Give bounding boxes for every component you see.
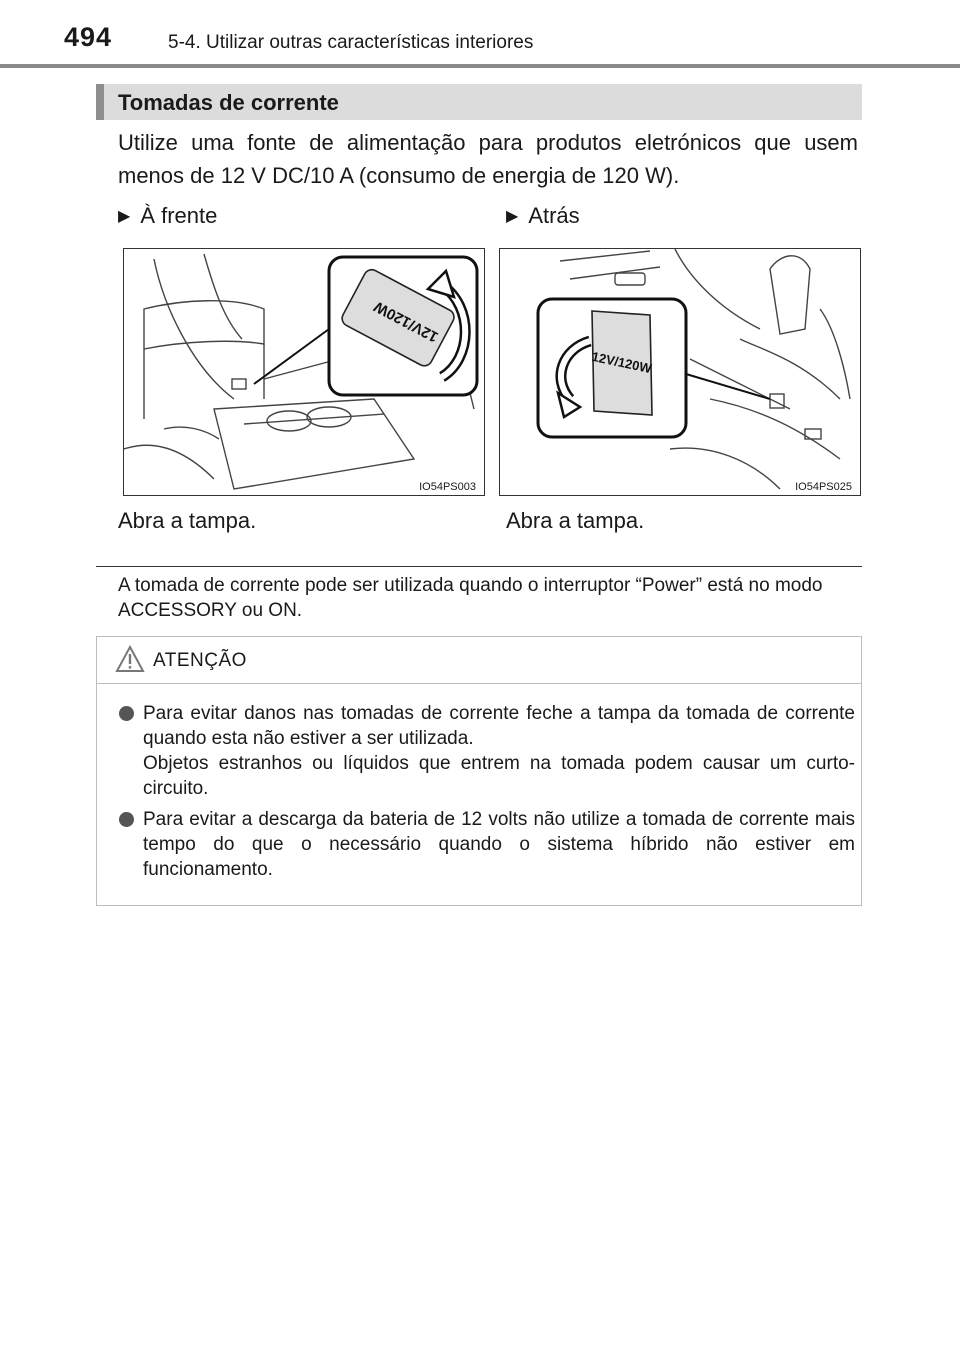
bullet-dot-icon: [119, 812, 134, 827]
rear-socket-label: 12V/120W: [590, 348, 653, 377]
divider: [96, 566, 862, 567]
section-title: Tomadas de corrente: [118, 90, 339, 115]
front-console-drawing: [124, 249, 484, 495]
triangle-bullet-icon: ▶: [506, 208, 519, 225]
warning-item: [119, 701, 855, 801]
warning-triangle-icon: [115, 645, 145, 673]
triangle-bullet-icon: ▶: [118, 208, 131, 225]
rear-image-code: IO54PS025: [795, 481, 852, 493]
rear-illustration: [499, 248, 861, 496]
front-image-code: IO54PS003: [419, 481, 476, 493]
rear-caption: Abra a tampa.: [506, 508, 645, 533]
page-number: 494: [64, 22, 113, 52]
warning-item-text: Para evitar danos nas tomadas de corrente feche a tampa da tomada de corrente quando esta não estiver a ser utilizada.: [143, 703, 855, 749]
rear-label-text: Atrás: [528, 203, 580, 228]
intro-paragraph: Utilize uma fonte de alimentação para produtos eletrónicos que usem menos de 12 V DC/10 A (consumo de energia de 120 W).: [118, 130, 858, 188]
warning-item-text-2: Objetos estranhos ou líquidos que entrem na tomada podem causar um curto-circuito.: [143, 753, 855, 799]
warning-box: [96, 636, 862, 906]
bullet-dot-icon: [119, 706, 134, 721]
warning-header: [97, 637, 861, 684]
warning-item-text: Para evitar a descarga da bateria de 12 volts não utilize a tomada de corrente mais tempo do que o necessário quando o sistema híbrido não estiver em funcionamento.: [143, 809, 855, 880]
front-socket-label: 12V/120W: [371, 297, 442, 346]
rear-seat-drawing: [500, 249, 860, 495]
warning-item: [119, 807, 855, 882]
front-illustration: [123, 248, 485, 496]
front-label: [118, 203, 217, 229]
front-label-text: À frente: [140, 203, 218, 228]
rear-label: [506, 203, 580, 229]
warning-title: ATENÇÃO: [153, 650, 247, 671]
note-paragraph: A tomada de corrente pode ser utilizada quando o interruptor “Power” está no modo ACCESSORY ou ON.: [118, 575, 823, 621]
header-rule: [0, 64, 960, 68]
front-caption: Abra a tampa.: [118, 508, 257, 533]
chapter-title: 5-4. Utilizar outras características interiores: [168, 32, 534, 53]
section-title-bar: [96, 84, 862, 120]
